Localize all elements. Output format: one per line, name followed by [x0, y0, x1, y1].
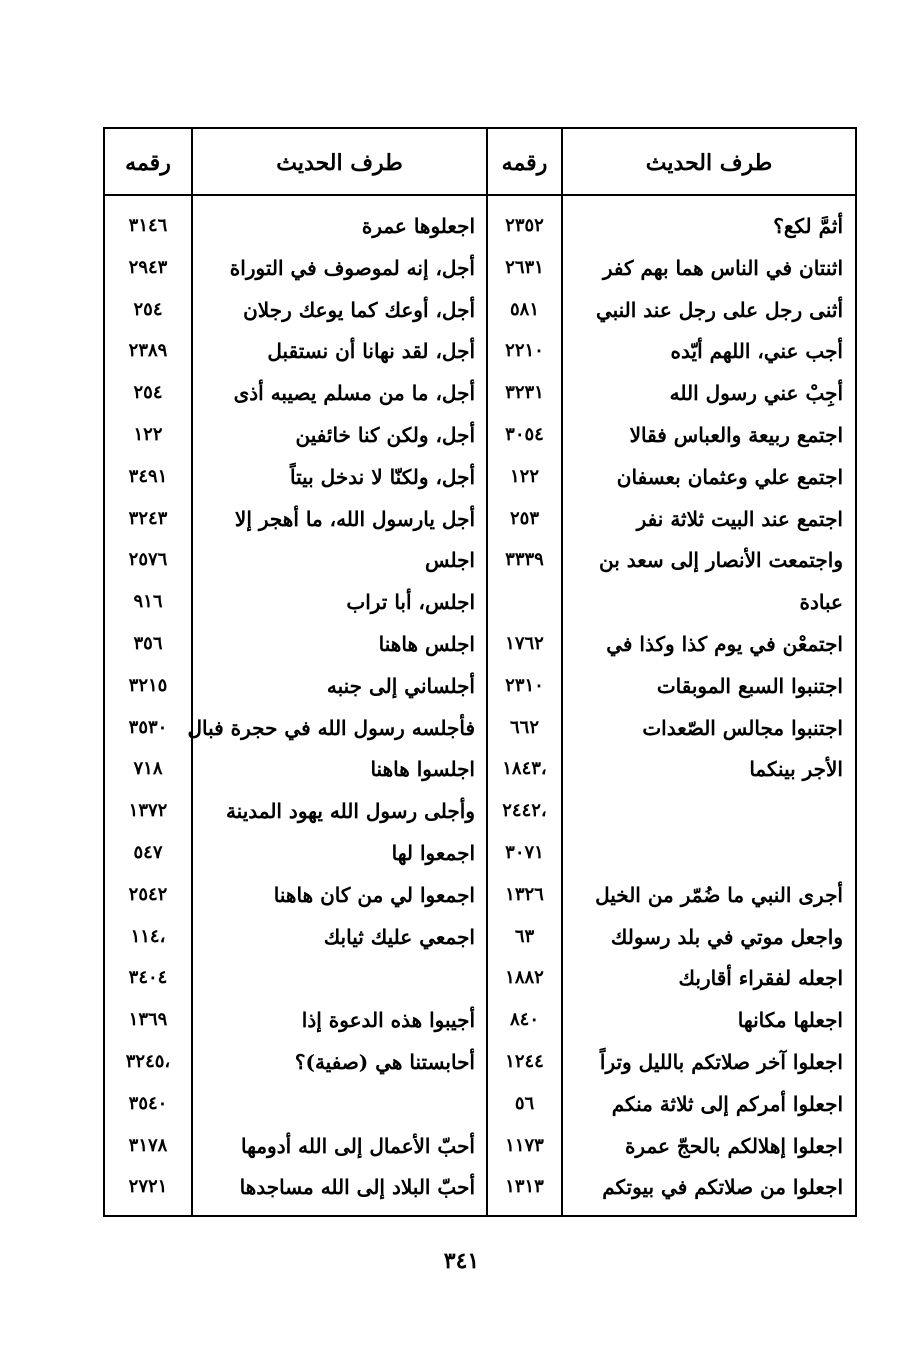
phrase-left: أحبّ الأعمال إلى الله أدومها [241, 1133, 475, 1158]
number-left: ٣٤٠٤ [128, 967, 168, 989]
number-right: ١٢٢ [509, 465, 539, 487]
phrase-left: اجلس هاهنا [378, 632, 475, 656]
phrase-left [197, 1085, 475, 1123]
number-left: ٢٣٨٩ [128, 340, 168, 362]
phrase-left: وأجلى رسول الله يهود المدينة [225, 799, 475, 824]
number-left: ٢٧٢١ [128, 1176, 168, 1198]
table-row [105, 374, 855, 412]
table-row [105, 291, 855, 329]
header-divider [105, 194, 855, 196]
number-right: ٦٦٢ [509, 716, 539, 738]
hadith-index-table [103, 127, 857, 1217]
phrase-right: واجعل موتي في بلد رسولك [610, 924, 843, 949]
table-row [105, 541, 855, 579]
phrase-left: أجيبوا هذه الدعوة إذا [301, 1008, 475, 1033]
phrase-right: اجعلوا أمركم إلى ثلاثة منكم [611, 1091, 843, 1116]
number-left: ٣٢٤٣ [128, 507, 168, 529]
phrase-right: اثنتان في الناس هما بهم كفر [602, 255, 843, 280]
number-right: ١٧٦٢ [505, 633, 544, 654]
phrase-left: اجعلوها عمرة [361, 214, 475, 238]
table-row [105, 1127, 855, 1165]
phrase-left: أجلساني إلى جنبه [326, 673, 475, 698]
number-right: ٢٣٥٢ [505, 215, 544, 236]
table-row [105, 1043, 855, 1081]
phrase-left [197, 959, 475, 997]
number-left: ١١٤، [130, 925, 166, 947]
header-phrase-right: طرف الحديث [645, 150, 773, 176]
phrase-left: أجل، ولكنّا لا ندخل بيتاً [289, 464, 475, 489]
phrase-right: اجتنبوا مجالس الصّعدات [642, 715, 843, 740]
phrase-left: أجل، إنه لموصوف في التوراة [229, 255, 475, 280]
phrase-left: اجلس [424, 548, 475, 573]
phrase-right: اجعلها مكانها [737, 1008, 843, 1033]
number-left: ٣٢١٥ [128, 674, 168, 696]
number-right: ١٣٢٦ [505, 883, 544, 905]
phrase-left: اجمعوا لي من كان هاهنا [273, 882, 475, 907]
phrase-left: أجل يارسول الله، ما أهجر إلا [234, 506, 475, 531]
number-left: ٣٥٣٠ [128, 716, 168, 738]
table-row [105, 1085, 855, 1123]
phrase-left: فأجلسه رسول الله في حجرة فبال [187, 715, 475, 740]
number-right: ٣٠٧١ [505, 842, 544, 863]
number-left: ٣٥٦ [133, 633, 163, 654]
phrase-left: اجلس، أبا تراب [346, 590, 475, 615]
number-right: ٥٨١ [509, 298, 539, 320]
number-left: ٣٢٤٥، [125, 1051, 171, 1072]
number-right: ١٣١٣ [505, 1176, 544, 1198]
phrase-right: اجعلوا من صلاتكم في بيوتكم [602, 1175, 843, 1200]
number-left: ٩١٦ [133, 591, 163, 613]
table-row [105, 667, 855, 705]
number-left: ٥٤٧ [133, 842, 163, 863]
table-row [105, 332, 855, 370]
phrase-left: اجلسوا هاهنا [370, 757, 475, 782]
page-number: ٣٤١ [443, 1248, 480, 1274]
number-right: ٥٦ [514, 1092, 535, 1114]
number-left: ٣١٧٨ [128, 1134, 168, 1156]
number-left: ١٣٧٢ [128, 800, 168, 822]
phrase-right: اجتمع علي وعثمان بعسفان [616, 464, 843, 489]
header-number-left: رقمه [125, 150, 171, 176]
table-row [105, 500, 855, 538]
table-row [105, 458, 855, 496]
number-right: ١٨٤٣، [502, 758, 547, 780]
table-row [105, 918, 855, 956]
table-row [105, 583, 855, 621]
number-left: ١٢٢ [133, 424, 163, 445]
number-right: ٢٥٣ [509, 507, 539, 529]
table-row [105, 750, 855, 788]
number-right: ٣٠٥٤ [505, 424, 544, 445]
table-row [105, 959, 855, 997]
phrase-right: الأجر بينكما [749, 757, 843, 782]
number-right: ٢٦٣١ [505, 256, 544, 278]
number-left: ٢٩٤٣ [128, 256, 168, 278]
number-right: ٢٣١٠ [505, 674, 544, 696]
number-right: ٢٤٤٢، [502, 800, 547, 822]
table-row [105, 249, 855, 287]
phrase-right: عبادة [799, 590, 843, 615]
header-number-right: رقمه [501, 150, 548, 176]
phrase-right: اجتنبوا السبع الموبقات [656, 673, 843, 698]
number-right [488, 583, 561, 621]
number-right: ٢٢١٠ [505, 340, 544, 362]
number-left: ٢٥٧٦ [128, 549, 168, 571]
phrase-right: أثنى رجل على رجل عند النبي [595, 297, 843, 322]
phrase-right [567, 792, 843, 830]
phrase-right: أجرى النبي ما ضُمّر من الخيل [595, 882, 843, 907]
phrase-left: اجمعوا لها [391, 841, 475, 865]
header-phrase-left: طرف الحديث [276, 150, 403, 176]
phrase-left: أجل، أوعك كما يوعك رجلان [243, 297, 475, 322]
number-right: ١١٧٣ [505, 1134, 544, 1156]
number-left: ٧١٨ [133, 758, 163, 780]
table-row [105, 1001, 855, 1039]
phrase-left: اجمعي عليك ثيابك [323, 924, 475, 949]
number-left: ٣٤٩١ [128, 465, 168, 487]
phrase-right: أثمَّ لكع؟ [773, 214, 843, 238]
table-row [105, 207, 855, 245]
phrase-right: اجعله لفقراء أقاربك [678, 966, 843, 991]
table-row [105, 1168, 855, 1206]
number-left: ٣١٤٦ [128, 215, 168, 236]
table-row [105, 709, 855, 747]
phrase-right: أجِبْ عني رسول الله [669, 381, 843, 406]
phrase-right: اجعلوا آخر صلاتكم بالليل وتراً [599, 1050, 843, 1074]
phrase-right: اجتمعْن في يوم كذا وكذا في [606, 632, 843, 656]
number-right: ٨٤٠ [509, 1009, 539, 1031]
number-right: ٦٣ [514, 925, 535, 947]
phrase-left: أجل، لقد نهانا أن نستقبل [267, 339, 475, 364]
phrase-left: أحابستنا هي (صفية)؟ [294, 1050, 475, 1074]
number-left: ٢٥٤ [133, 298, 163, 320]
phrase-right: أجب عني، اللهم أيّده [670, 339, 843, 364]
number-left: ٢٥٤ [133, 382, 163, 404]
phrase-left: أحبّ البلاد إلى الله مساجدها [239, 1175, 475, 1200]
number-right: ٣٣٣٩ [505, 549, 544, 571]
number-left: ٣٥٤٠ [128, 1092, 168, 1114]
number-left: ٢٥٤٢ [128, 883, 168, 905]
table-row [105, 834, 855, 872]
number-right: ١٨٨٢ [505, 967, 544, 989]
number-right: ١٢٤٤ [505, 1051, 544, 1072]
phrase-right: اجعلوا إهلالكم بالحجّ عمرة [624, 1133, 843, 1158]
phrase-left: أجل، ما من مسلم يصيبه أذى [233, 381, 475, 406]
number-left: ١٣٦٩ [128, 1009, 168, 1031]
phrase-right [567, 834, 843, 872]
phrase-right: اجتمع عند البيت ثلاثة نفر [636, 506, 843, 531]
table-row [105, 416, 855, 454]
phrase-left: أجل، ولكن كنا خائفين [295, 423, 475, 447]
phrase-right: واجتمعت الأنصار إلى سعد بن [599, 548, 843, 573]
table-row [105, 876, 855, 914]
table-row [105, 625, 855, 663]
table-row [105, 792, 855, 830]
phrase-right: اجتمع ربيعة والعباس فقالا [629, 423, 843, 447]
number-right: ٣٢٣١ [505, 382, 544, 404]
